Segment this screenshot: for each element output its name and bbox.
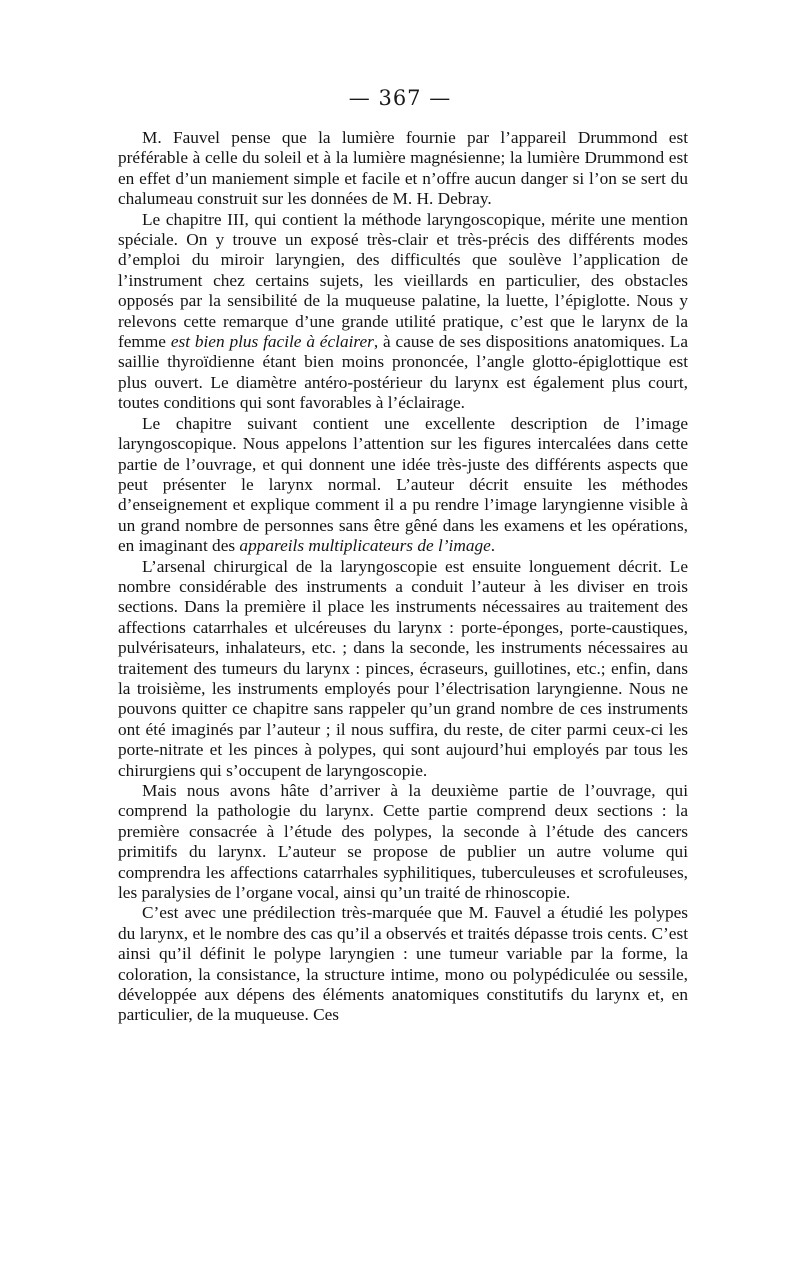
paragraph	[118, 414, 688, 557]
text-run: .	[490, 536, 496, 556]
paragraph	[118, 557, 688, 781]
italic-run: est bien plus facile à éclairer	[170, 332, 374, 352]
text-run: Le chapitre suivant contient une excellente description de l’image laryngoscopique. Nous appelons l’attention sur les figures intercalées dans cette partie de l’ouvrage, et qui donnent une idée très-juste des différents aspects que peut présenter le larynx normal. L’auteur décrit ensuite les méthodes d’enseignement et explique comment il a pu rendre l’image laryngienne visible à un grand nombre de personnes sans être gêné dans les examens et les opérations, en imaginant des	[118, 413, 688, 556]
paragraph	[118, 903, 688, 1025]
text-run: , à cause de ses dispositions anatomiques. La saillie thyroïdienne étant bien moins prononcée, l’angle glotto-épiglottique est plus ouvert. Le diamètre antéro-postérieur du larynx est également plus court, toutes conditions qui sont favorables à l’éclairage.	[118, 332, 688, 413]
text-run: M. Fauvel pense que la lumière fournie par l’appareil Drummond est préférable à celle du soleil et à la lumière magnésienne; la lumière Drummond est en effet d’un maniement simple et facile et n’offre aucun danger si l’on se sert du chalumeau construit sur les données de M. H. Debray.	[118, 128, 688, 209]
paragraph	[118, 781, 688, 903]
text-run: C’est avec une prédilection très-marquée que M. Fauvel a étudié les polypes du larynx, et le nombre des cas qu’il a observés et traités dépasse trois cents. C’est ainsi qu’il définit le polype laryngien : une tumeur variable par la forme, la coloration, la consistance, la structure intime, mono ou polypédiculée ou sessile, développée aux dépens des éléments anatomiques constitutifs du larynx et, en particulier, de la muqueuse. Ces	[118, 903, 688, 1025]
text-run: Le chapitre III, qui contient la méthode laryngoscopique, mérite une mention spéciale. On y trouve un exposé très-clair et très-précis des différents modes d’emploi du miroir laryngien, des difficultés que soulève l’application de l’instrument chez certains sujets, les vieillards en particulier, des obstacles opposés par la sensibilité de la muqueuse palatine, la luette, l’épiglotte. Nous y relevons cette remarque d’une grande utilité pratique, c’est que le larynx de la femme	[118, 209, 688, 352]
text-run: Mais nous avons hâte d’arriver à la deuxième partie de l’ouvrage, qui comprend la pathologie du larynx. Cette partie comprend deux sections : la première consacrée à l’étude des polypes, la seconde à l’étude des cancers primitifs du larynx. L’auteur se propose de publier un autre volume qui comprendra les affections catarrhales syphilitiques, tuberculeuses et scrofuleuses, les paralysies de l’organe vocal, ainsi qu’un traité de rhinoscopie.	[118, 781, 688, 903]
body-text	[118, 128, 688, 1026]
paragraph	[118, 128, 688, 210]
page-number: — 367 —	[348, 86, 452, 110]
text-run: L’arsenal chirurgical de la laryngoscopie est ensuite longuement décrit. Le nombre considérable des instruments a conduit l’auteur à les diviser en trois sections. Dans la première il place les instruments nécessaires au traitement des affections catarrhales et ulcéreuses du larynx : porte-éponges, porte-caustiques, pulvérisateurs, inhalateurs, etc. ; dans la seconde, les instruments nécessaires au traitement des tumeurs du larynx : pinces, écraseurs, guillotines, etc.; enfin, dans la troisième, les instruments employés pour l’électrisation laryngienne. Nous ne pouvons quitter ce chapitre sans rappeler qu’un grand nombre de ces instruments ont été imaginés par l’auteur ; il nous suffira, du reste, de citer parmi ceux-ci les porte-nitrate et les pinces à polypes, qui sont aujourd’hui employés par tous les chirurgiens qui s’occupent de laryngoscopie.	[118, 556, 688, 780]
italic-run: appareils multiplicateurs de l’image	[239, 536, 491, 556]
paragraph	[118, 210, 688, 414]
